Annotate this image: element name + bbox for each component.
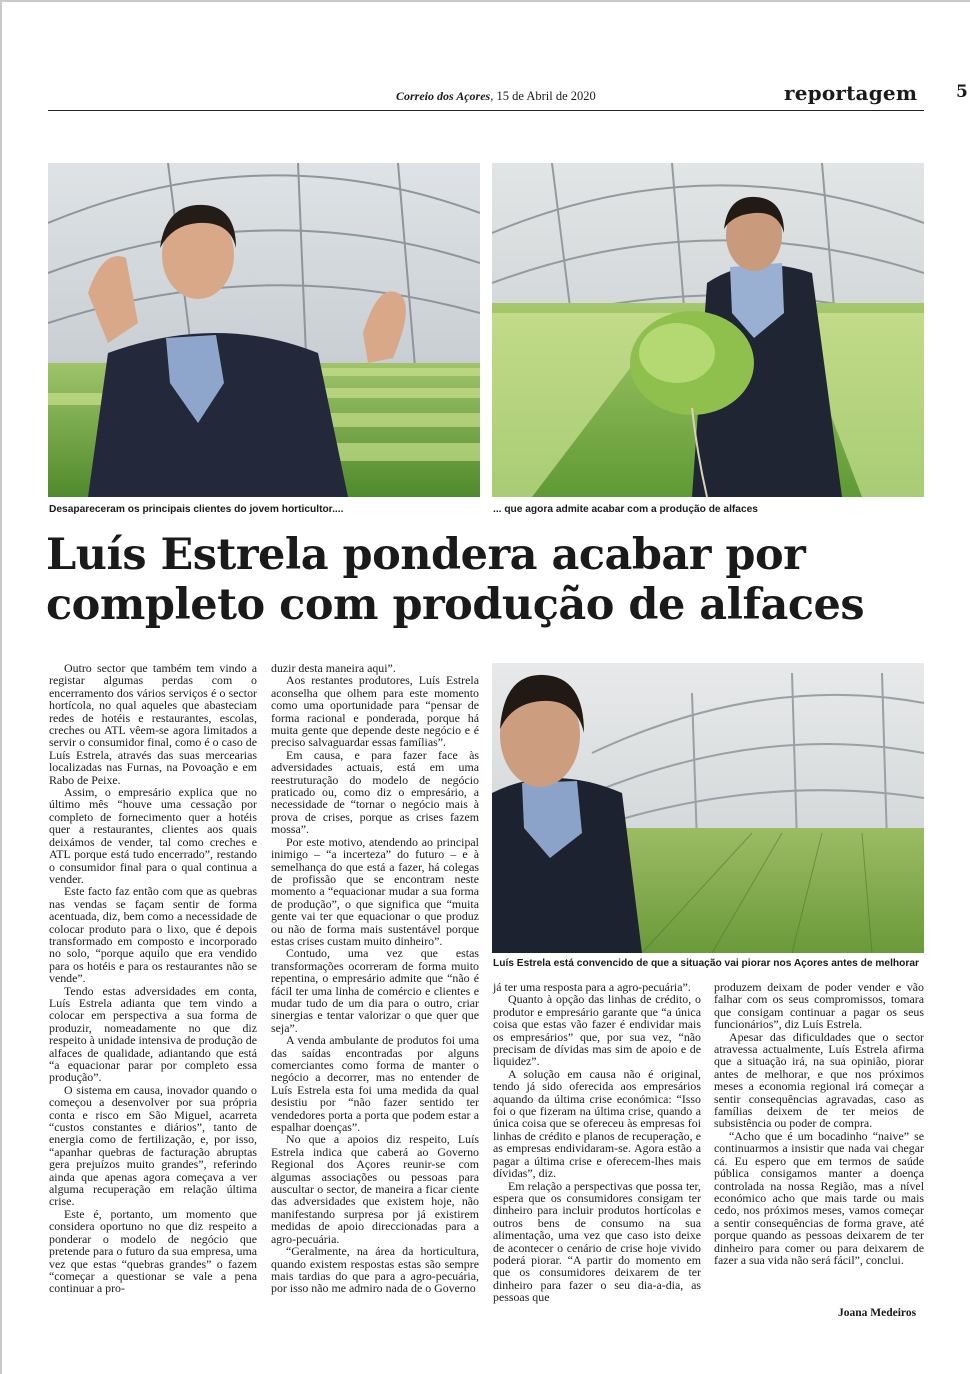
photo-caption-1: Desapareceram os principais clientes do jovem horticultor.... xyxy=(49,504,344,515)
paragraph: Em relação a perspectivas que possa ter, espera que os consumidores consigam ter dinheiro para incluir produtos hortícolas e outros bens de consumo na sua alimentação, uma vez que caso isto deixe de acontecer o cenário de crise hoje vivido poderá piorar. “A partir do momento em que os consumidores deixarem de ter dinheiro para fazer o seu dia-a-dia, as pessoas que xyxy=(493,1178,701,1305)
photo-farmer-holding-lettuce xyxy=(492,163,924,497)
photo-farmer-gesturing xyxy=(48,163,480,497)
paragraph: Quanto à opção das linhas de crédito, o produtor e empresário garante que “a única coisa que estas vão fazer é endividar mais os empresários” que, por sua vez, “não precisam de dívidas mas sim de apoio e de liquidez”. xyxy=(493,992,701,1069)
issue-date: , 15 de Abril de 2020 xyxy=(490,89,596,103)
publication-name: Correio dos Açores xyxy=(396,89,491,103)
paragraph: Contudo, uma vez que estas transformações ocorreram de forma muito repentina, o empresário admite que “não é fácil ter uma linha de comércio e clientes e mudar tudo de um dia para o outro, criar sinergias e tentar valorizar o que quer que seja”. xyxy=(271,946,479,1035)
page-frame-top xyxy=(0,0,970,2)
paragraph: A solução em causa não é original, tendo já sido oferecida aos empresários aquando da última crise económica: “Isso foi o que fizeram na última crise, quando a única coisa que se ofereceu às empresas foi linhas de crédito e planos de recuperação, e as empresas endividaram-se. Agora estão a pagar a última crise e oferecem-lhes mais dívidas”, diz. xyxy=(493,1066,701,1181)
paragraph: Outro sector que também tem vindo a registar algumas perdas com o encerramento dos vários serviços é o sector hortícola, no qual aqueles que abasteciam redes de hotéis e restaurantes, escolas, creches ou ATL vêem-se agora limitados a servir o consumidor final, como é o caso de Luís Estrela, através das suas mercearias localizadas nas Furnas, na Povoação e em Rabo de Peixe. xyxy=(49,661,257,787)
article-column-2 xyxy=(271,662,479,1295)
paragraph: Assim, o empresário explica que no último mês “houve uma cessação por completo de fornecimento quer a hotéis quer a restaurantes, clientes aos quais deixámos de vender, tal como creches e ATL porque está tudo encerrado”, restando o consumidor final para o qual continua a vender. xyxy=(49,785,257,886)
paragraph-continued: já ter uma resposta para a agro-pecuária”. xyxy=(493,980,691,994)
section-name: reportagem xyxy=(784,81,918,105)
page-header xyxy=(48,80,968,111)
page-number: 5 xyxy=(956,82,968,102)
photo-caption-2: ... que agora admite acabar com a produção de alfaces xyxy=(493,504,758,515)
paragraph: Aos restantes produtores, Luís Estrela aconselha que olhem para este momento como uma oportunidade para “pensar de forma racional e ponderada, porque há muita gente que depende deste negócio e é preciso salvaguardar essas famílias”. xyxy=(271,673,479,750)
paragraph: Este é, portanto, um momento que considera oportuno no que diz respeito a ponderar o modelo de negócio que pretende para o futuro da sua empresa, uma vez que estas “quebras grandes” o fazem “começar a questionar se vale a pena continuar a pro- xyxy=(49,1206,257,1296)
paragraph: Em causa, e para fazer face às adversidades actuais, está em uma reestruturação do modelo de negócio praticado ou, como diz o empresário, a necessidade de “tornar o negócio mais à prova de crises, porque as crises fazem mossa”. xyxy=(271,747,479,837)
paragraph-continued: produzem deixam de poder vender e vão falhar com os seus compromissos, tomara que consigam continuar a pagar os seus funcionários”, diz Luís Estrela. xyxy=(714,980,924,1032)
paragraph: Este facto faz então com que as quebras nas vendas se façam sentir de forma acentuada, diz, bem como a necessidade de colocar produto para o lixo, que é depois transformado em composto e incorporado no solo, “porque aquilo que era vendido para os hotéis e para os restaurantes não se vende”. xyxy=(49,884,257,986)
paragraph: “Acho que é um bocadinho “naive” se continuarmos a insistir que nada vai chegar cá. Eu espero que em termos de saúde pública consigamos manter a doença controlada na nossa Região, mas a nível económico acho que mais tarde ou mais cedo, nos próximos meses, vamos começar a sentir consequências de forma grave, até porque quando as pessoas deixarem de ter dinheiro para comer ou para deixarem de fazer a sua vida não será fácil”, conclui. xyxy=(714,1128,924,1267)
article-column-1 xyxy=(49,662,257,1295)
article-author: Joana Medeiros xyxy=(838,1307,917,1319)
publication-date-line xyxy=(396,89,596,104)
paragraph-continued: duzir desta maneira aqui”. xyxy=(271,661,396,675)
photo-caption-3: Luís Estrela está convencido de que a situação vai piorar nos Açores antes de melhorar xyxy=(493,958,919,969)
paragraph: Por este motivo, atendendo ao principal inimigo – “a incerteza” do futuro – e à semelhança do que está a fazer, há colegas de profissão que se encontram neste momento a “equacionar mudar a sua forma de produção”, o que significa que “muita gente vai ter que equacionar o que produz ou não de forma mais sustentável porque estas crises custam muito dinheiro”. xyxy=(271,834,479,948)
paragraph: A venda ambulante de produtos foi uma das saídas encontradas por alguns comerciantes como forma de manter o negócio a decorrer, mas no entender de Luís Estrela esta foi uma medida da qual desistiu por “não fazer sentido ter vendedores porta a porta que podem estar a espalhar doenças”. xyxy=(271,1033,479,1135)
paragraph: Apesar das dificuldades que o sector atravessa actualmente, Luís Estrela afirma que a situação irá, na sua opinião, piorar antes de melhorar, e que nos próximos meses a economia regional irá começar a sentir consequências agravadas, caso as famílias deixem de ter meios de subsistência ou poder de compra. xyxy=(714,1029,924,1131)
page-frame-left xyxy=(0,0,2,1374)
paragraph: Tendo estas adversidades em conta, Luís Estrela adianta que tem vindo a colocar em perspectiva a sua forma de produzir, nomeadamente no que diz respeito à unidade intensiva de produção de alfaces de qualidade, adiantando que está “a equacionar parar por completo essa produção”. xyxy=(49,983,258,1085)
article-headline: Luís Estrela pondera acabar por completo com produção de alfaces xyxy=(46,530,865,630)
article-column-4 xyxy=(714,981,924,1266)
article-column-3 xyxy=(493,981,701,1304)
paragraph: No que a apoios diz respeito, Luís Estrela indica que caberá ao Governo Regional dos Açores reunir-se com algumas associações ou pessoas para auscultar o sector, de maneira a ficar ciente das adversidades que existem hoje, não manifestando surpresa por já existirem medidas de apoio direccionadas para a agro-pecuária. xyxy=(271,1132,479,1246)
photo-farmer-in-greenhouse xyxy=(492,663,924,953)
paragraph: “Geralmente, na área da horticultura, quando existem respostas estas são sempre mais tardias do que para a agro-pecuária, por isso não me admiro nada de o Governo xyxy=(271,1244,479,1296)
paragraph: O sistema em causa, inovador quando o começou a desenvolver por sua própria conta e risco em São Miguel, acarreta “custos constantes e diários”, tanto de energia como de fertilização, e, por isso, “apanhar quebras de facturação abruptas gera prejuízos muito grandes”, referindo ainda que apenas agora começava a ver alguma recuperação em relação última crise. xyxy=(49,1082,257,1209)
